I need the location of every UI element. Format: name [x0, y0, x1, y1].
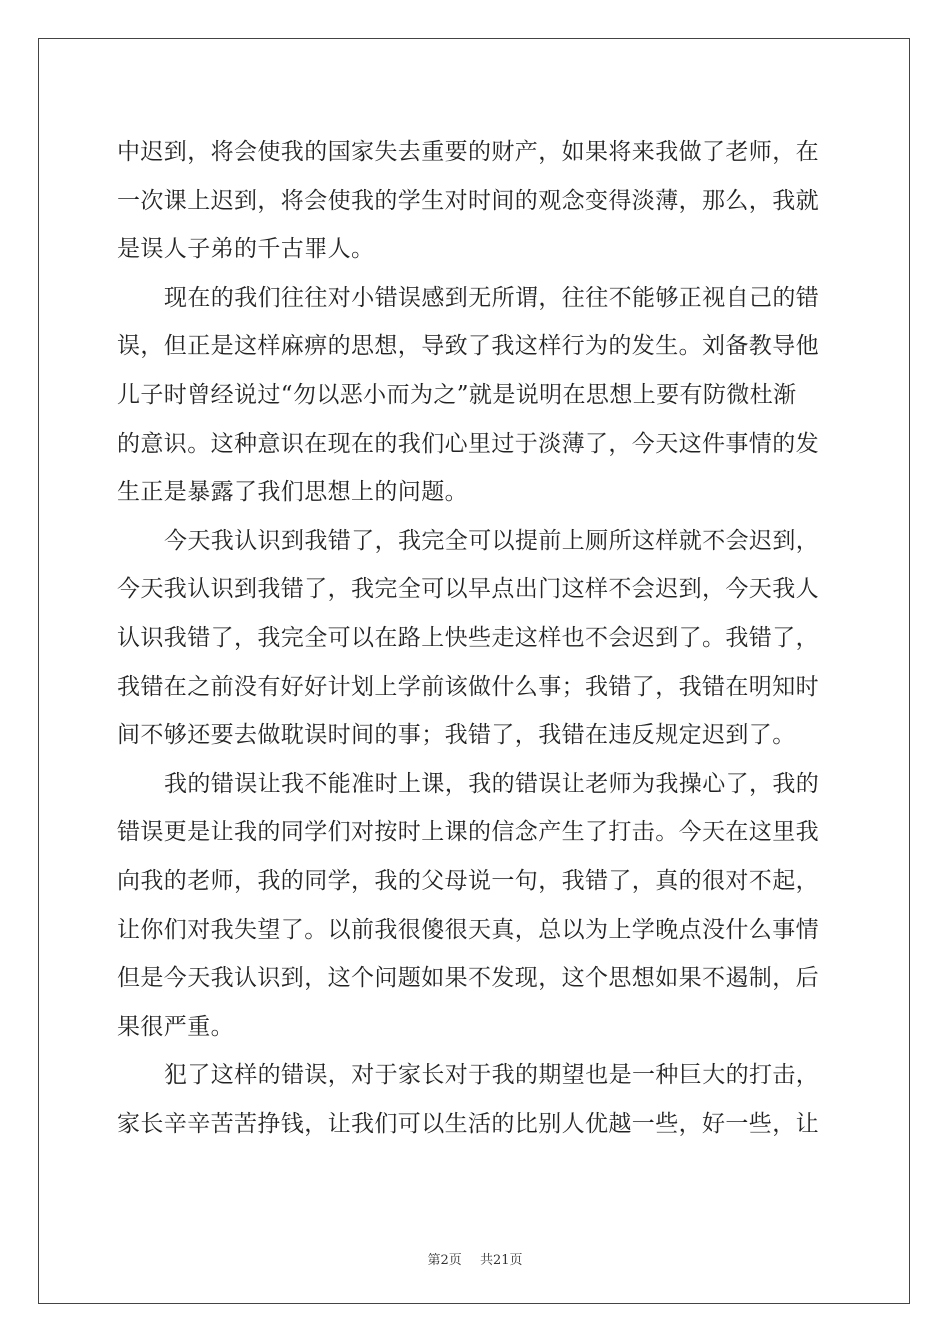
text-line: 向我的老师，我的同学，我的父母说一句，我错了，真的很对不起，: [117, 867, 819, 894]
text-line: 是误人子弟的千古罪人。: [117, 236, 375, 263]
text-line: 家长辛辛苦苦挣钱，让我们可以生活的比别人优越一些，好一些，让: [117, 1110, 819, 1137]
page-footer: [0, 1249, 950, 1268]
text-line: 今天我认识到我错了，我完全可以提前上厕所这样就不会迟到，: [164, 527, 820, 554]
page-total: 共21页: [479, 1253, 523, 1268]
text-line: 今天我认识到我错了，我完全可以早点出门这样不会迟到，今天我人: [117, 576, 819, 603]
text-line: 认识我错了，我完全可以在路上快些走这样也不会迟到了。我错了，: [117, 624, 819, 651]
document-body: [117, 128, 837, 1148]
text-line: 我的错误让我不能准时上课，我的错误让老师为我操心了，我的: [164, 770, 820, 797]
page-number: 第2页: [427, 1253, 462, 1268]
text-line: 一次课上迟到，将会使我的学生对时间的观念变得淡薄，那么，我就: [117, 187, 819, 214]
text-line: 但是今天我认识到，这个问题如果不发现，这个思想如果不遏制，后: [117, 965, 819, 992]
text-line: 中迟到，将会使我的国家失去重要的财产，如果将来我做了老师，在: [117, 139, 819, 165]
text-line: 现在的我们往往对小错误感到无所谓，往往不能够正视自己的错: [164, 284, 820, 311]
text-line: 果很严重。: [117, 1013, 234, 1040]
text-line: 犯了这样的错误，对于家长对于我的期望也是一种巨大的打击，: [164, 1062, 820, 1089]
text-line: 我错在之前没有好好计划上学前该做什么事；我错了，我错在明知时: [117, 673, 819, 700]
text-line: 儿子时曾经说过“勿以恶小而为之”就是说明在思想上要有防微杜渐: [117, 381, 797, 408]
text-line: 错误更是让我的同学们对按时上课的信念产生了打击。今天在这里我: [117, 819, 819, 846]
text-line: 间不够还要去做耽误时间的事；我错了，我错在违反规定迟到了。: [117, 722, 796, 749]
text-line: 生正是暴露了我们思想上的问题。: [117, 479, 468, 506]
text-line: 让你们对我失望了。以前我很傻很天真，总以为上学晚点没什么事情: [117, 916, 819, 943]
text-line: 误，但正是这样麻痹的思想，导致了我这样行为的发生。刘备教导他: [117, 333, 819, 360]
text-line: 的意识。这种意识在现在的我们心里过于淡薄了，今天这件事情的发: [117, 430, 819, 457]
